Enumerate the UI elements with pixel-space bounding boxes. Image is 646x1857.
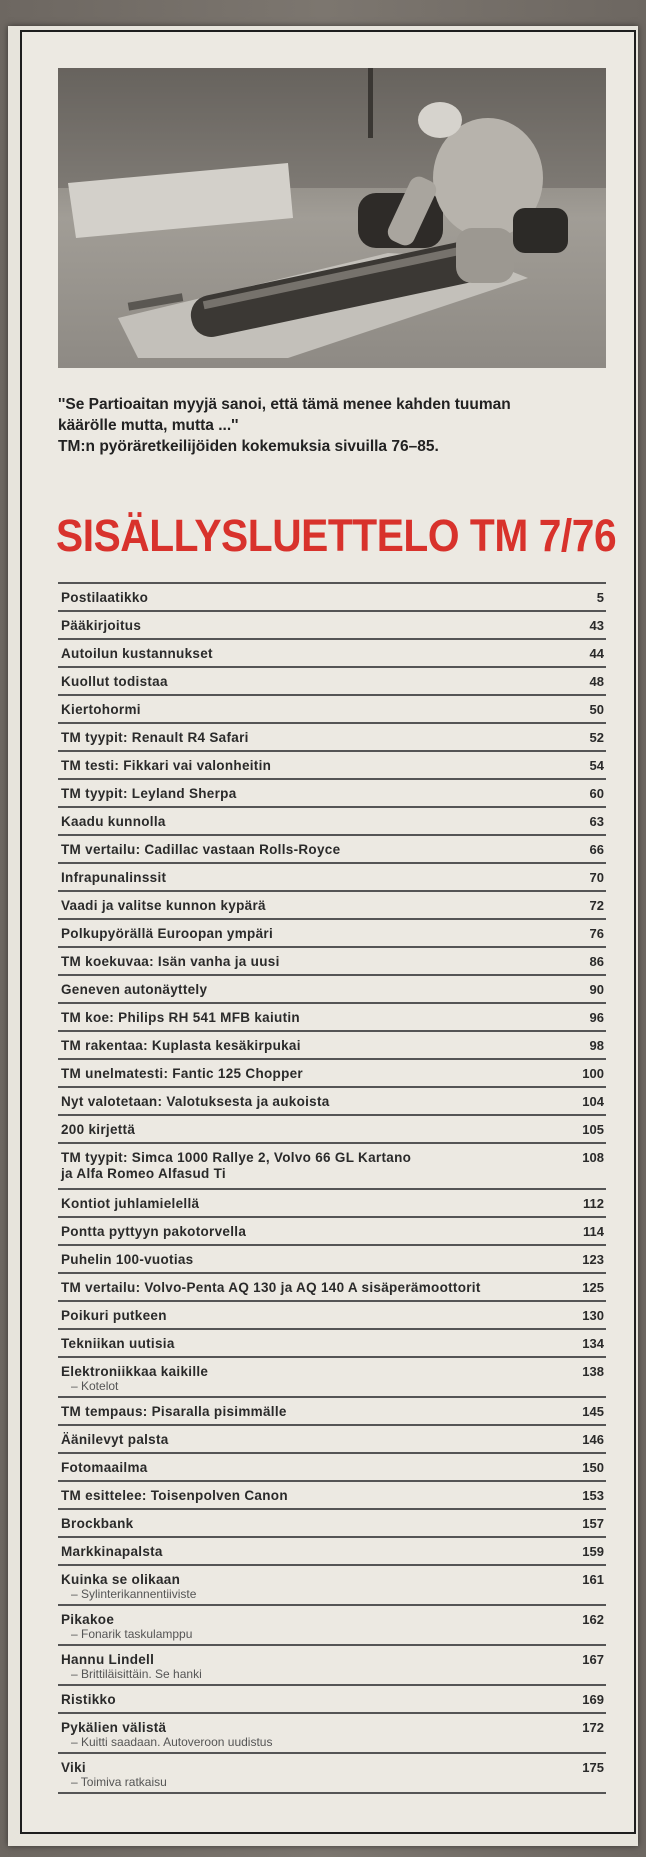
toc-entry-text — [61, 898, 568, 914]
toc-entry-text — [61, 730, 568, 746]
toc-title: TM unelmatesti: Fantic 125 Chopper — [61, 1066, 303, 1081]
toc-entry-text — [61, 1122, 568, 1138]
toc-page-number: 130 — [582, 1308, 604, 1323]
toc-row — [58, 1218, 606, 1246]
toc-row — [58, 1190, 606, 1218]
toc-row — [58, 1686, 606, 1714]
toc-page-number: 76 — [589, 926, 604, 941]
toc-title: Pykälien välistä — [61, 1720, 167, 1735]
toc-page-number: 104 — [582, 1094, 604, 1109]
toc-entry-text — [61, 758, 568, 774]
toc-entry-text — [61, 1094, 568, 1110]
toc-title: TM tyypit: Renault R4 Safari — [61, 730, 249, 745]
toc-page-number: 50 — [589, 702, 604, 717]
toc-subtitle: – Sylinterikannentiiviste — [71, 1587, 197, 1601]
toc-row — [58, 1646, 606, 1686]
photo-caption — [58, 394, 618, 457]
toc-title: Kuollut todistaa — [61, 674, 168, 689]
toc-entry-text — [61, 1432, 568, 1448]
toc-title: TM testi: Fikkari vai valonheitin — [61, 758, 272, 773]
toc-row — [58, 1004, 606, 1032]
toc-row — [58, 1426, 606, 1454]
toc-entry-text — [61, 1280, 568, 1296]
magazine-page — [8, 26, 638, 1846]
toc-entry-text — [61, 954, 568, 970]
toc-title: Infrapunalinssit — [61, 870, 167, 885]
toc-page-number: 5 — [596, 590, 604, 605]
toc-row — [58, 1510, 606, 1538]
toc-row — [58, 948, 606, 976]
toc-entry-text — [61, 1692, 568, 1708]
toc-entry-text — [61, 814, 568, 830]
toc-entry-text — [61, 1252, 568, 1268]
caption-line: käärölle mutta, mutta ...'' — [58, 417, 239, 434]
toc-page-number: 153 — [582, 1488, 604, 1503]
toc-title: Kuinka se olikaan — [61, 1572, 181, 1587]
toc-title: TM tyypit: Simca 1000 Rallye 2, Volvo 66 GL Kartano — [61, 1150, 412, 1165]
toc-entry-text — [61, 982, 568, 998]
toc-title: Kaadu kunnolla — [61, 814, 166, 829]
toc-entry-text — [61, 1150, 568, 1182]
toc-entry-text — [61, 1308, 568, 1324]
toc-entry-text — [61, 1336, 568, 1352]
toc-title: Kontiot juhlamielellä — [61, 1196, 200, 1211]
toc-page-number: 63 — [589, 814, 604, 829]
caption-line: TM:n pyöräretkeilijöiden kokemuksia sivuilla 76–85. — [58, 438, 439, 455]
toc-page-number: 114 — [583, 1224, 604, 1239]
toc-entry-text — [61, 1224, 568, 1240]
toc-page-number: 66 — [589, 842, 604, 857]
toc-title: Vaadi ja valitse kunnon kypärä — [61, 898, 266, 913]
toc-page-number: 145 — [582, 1404, 604, 1419]
toc-row — [58, 640, 606, 668]
toc-title: Äänilevyt palsta — [61, 1432, 169, 1447]
toc-page-number: 161 — [582, 1572, 604, 1587]
toc-row — [58, 1538, 606, 1566]
toc-entry-text — [61, 590, 568, 606]
toc-entry-text — [61, 1516, 568, 1532]
toc-title: Tekniikan uutisia — [61, 1336, 175, 1351]
toc-entry-text — [61, 786, 568, 802]
toc-page-number: 146 — [582, 1432, 604, 1447]
toc-page-number: 43 — [589, 618, 604, 633]
toc-title: Fotomaailma — [61, 1460, 148, 1475]
toc-page-number: 60 — [589, 786, 604, 801]
toc-page-number: 175 — [582, 1760, 604, 1775]
toc-row — [58, 864, 606, 892]
toc-title: TM vertailu: Volvo-Penta AQ 130 ja AQ 140 A sisäperämoottorit — [61, 1280, 481, 1295]
toc-page-number: 157 — [582, 1516, 604, 1531]
toc-title: Geneven autonäyttely — [61, 982, 208, 997]
toc-entry-text — [61, 1544, 568, 1560]
toc-row — [58, 1454, 606, 1482]
toc-page-number: 52 — [589, 730, 604, 745]
toc-row — [58, 584, 606, 612]
toc-page-number: 167 — [582, 1652, 604, 1667]
toc-title: Viki — [61, 1760, 86, 1775]
toc-title: Polkupyörällä Euroopan ympäri — [61, 926, 273, 941]
toc-title: TM esittelee: Toisenpolven Canon — [61, 1488, 288, 1503]
toc-page-number: 112 — [583, 1196, 604, 1211]
toc-row — [58, 780, 606, 808]
toc-entry-text — [61, 674, 568, 690]
toc-entry-text — [61, 646, 568, 662]
toc-row — [58, 668, 606, 696]
toc-title: TM koekuvaa: Isän vanha ja uusi — [61, 954, 280, 969]
page-title: SISÄLLYSLUETTELO TM 7/76 — [56, 510, 617, 561]
toc-row — [58, 892, 606, 920]
toc-page-number: 72 — [589, 898, 604, 913]
toc-entry-text — [61, 926, 568, 942]
toc-entry-text — [61, 1720, 568, 1749]
toc-row — [58, 1330, 606, 1358]
toc-page-number: 150 — [582, 1460, 604, 1475]
toc-page-number: 134 — [582, 1336, 604, 1351]
toc-row — [58, 696, 606, 724]
toc-entry-text — [61, 1612, 568, 1641]
toc-row — [58, 612, 606, 640]
toc-page-number: 90 — [589, 982, 604, 997]
toc-entry-text — [61, 842, 568, 858]
toc-page-number: 169 — [582, 1692, 604, 1707]
toc-title: Hannu Lindell — [61, 1652, 155, 1667]
cover-photo — [58, 68, 606, 368]
toc-row — [58, 1144, 606, 1190]
toc-title: Poikuri putkeen — [61, 1308, 167, 1323]
toc-title-continued: ja Alfa Romeo Alfasud Ti — [61, 1166, 226, 1181]
toc-page-number: 172 — [582, 1720, 604, 1735]
toc-entry-text — [61, 1488, 568, 1504]
toc-row — [58, 1482, 606, 1510]
toc-entry-text — [61, 1652, 568, 1681]
toc-entry-text — [61, 1364, 568, 1393]
toc-row — [58, 1714, 606, 1754]
toc-title: Postilaatikko — [61, 590, 149, 605]
toc-entry-text — [61, 702, 568, 718]
toc-row — [58, 1754, 606, 1794]
page-border — [20, 30, 636, 1834]
toc-entry-text — [61, 1460, 568, 1476]
toc-title: Ristikko — [61, 1692, 116, 1707]
toc-entry-text — [61, 1010, 568, 1026]
toc-title: TM rakentaa: Kuplasta kesäkirpukai — [61, 1038, 301, 1053]
toc-row — [58, 976, 606, 1004]
toc-page-number: 86 — [589, 954, 604, 969]
toc-page-number: 100 — [582, 1066, 604, 1081]
toc-row — [58, 836, 606, 864]
toc-subtitle: – Kuitti saadaan. Autoveroon uudistus — [71, 1735, 273, 1749]
toc-entry-text — [61, 1760, 568, 1789]
toc-entry-text — [61, 1038, 568, 1054]
toc-title: Nyt valotetaan: Valotuksesta ja aukoista — [61, 1094, 330, 1109]
toc-row — [58, 1274, 606, 1302]
toc-subtitle: – Toimiva ratkaisu — [71, 1775, 167, 1789]
toc-row — [58, 1088, 606, 1116]
toc-row — [58, 1302, 606, 1330]
toc-page-number: 48 — [589, 674, 604, 689]
toc-row — [58, 1398, 606, 1426]
toc-row — [58, 724, 606, 752]
toc-row — [58, 1116, 606, 1144]
toc-page-number: 138 — [582, 1364, 604, 1379]
toc-title: TM tyypit: Leyland Sherpa — [61, 786, 237, 801]
toc-row — [58, 1566, 606, 1606]
toc-title: 200 kirjettä — [61, 1122, 136, 1137]
photo-illustration — [58, 68, 606, 368]
toc-title: TM koe: Philips RH 541 MFB kaiutin — [61, 1010, 300, 1025]
toc-page-number: 96 — [589, 1010, 604, 1025]
toc-entry-text — [61, 870, 568, 886]
toc-page-number: 54 — [589, 758, 604, 773]
toc-row — [58, 1060, 606, 1088]
toc-subtitle: – Brittiläisittäin. Se hanki — [71, 1667, 202, 1681]
toc-page-number: 123 — [582, 1252, 604, 1267]
toc-page-number: 108 — [582, 1150, 604, 1165]
toc-row — [58, 1032, 606, 1060]
toc-page-number: 105 — [582, 1122, 604, 1137]
toc-title: Markkinapalsta — [61, 1544, 163, 1559]
toc-title: Pontta pyttyyn pakotorvella — [61, 1224, 247, 1239]
table-of-contents — [58, 582, 606, 1794]
toc-page-number: 98 — [589, 1038, 604, 1053]
caption-line: ''Se Partioaitan myyjä sanoi, että tämä menee kahden tuuman — [58, 396, 511, 413]
toc-row — [58, 1246, 606, 1274]
toc-row — [58, 920, 606, 948]
toc-subtitle: – Kotelot — [71, 1379, 119, 1393]
toc-title: Puhelin 100-vuotias — [61, 1252, 194, 1267]
toc-subtitle: – Fonarik taskulamppu — [71, 1627, 193, 1641]
toc-entry-text — [61, 1404, 568, 1420]
toc-entry-text — [61, 1572, 568, 1601]
toc-page-number: 125 — [582, 1280, 604, 1295]
toc-row — [58, 808, 606, 836]
toc-title: Pääkirjoitus — [61, 618, 142, 633]
toc-title: TM vertailu: Cadillac vastaan Rolls-Royce — [61, 842, 341, 857]
toc-page-number: 162 — [582, 1612, 604, 1627]
toc-entry-text — [61, 1066, 568, 1082]
toc-row — [58, 752, 606, 780]
toc-entry-text — [61, 1196, 568, 1212]
toc-title: TM tempaus: Pisaralla pisimmälle — [61, 1404, 287, 1419]
toc-row — [58, 1358, 606, 1398]
toc-title: Elektroniikkaa kaikille — [61, 1364, 209, 1379]
toc-page-number: 159 — [582, 1544, 604, 1559]
toc-title: Pikakoe — [61, 1612, 115, 1627]
toc-page-number: 44 — [589, 646, 604, 661]
toc-title: Autoilun kustannukset — [61, 646, 213, 661]
toc-title: Brockbank — [61, 1516, 134, 1531]
toc-title: Kiertohormi — [61, 702, 141, 717]
toc-entry-text — [61, 618, 568, 634]
toc-row — [58, 1606, 606, 1646]
toc-page-number: 70 — [589, 870, 604, 885]
